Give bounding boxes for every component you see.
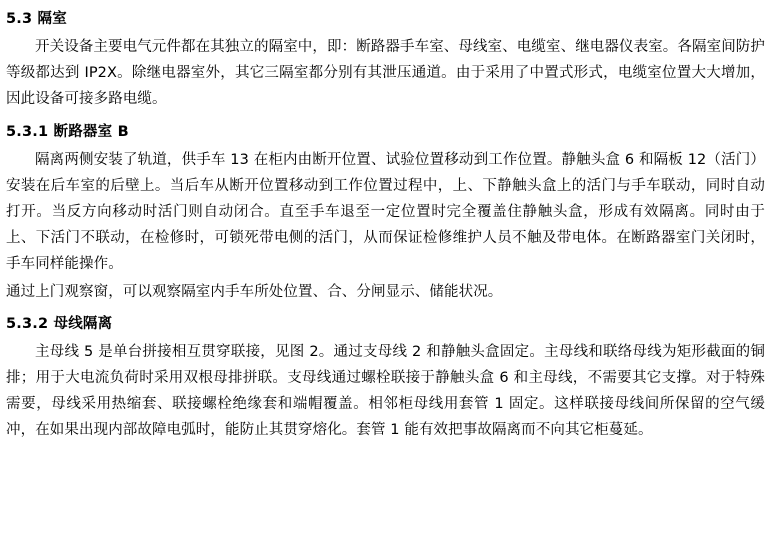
paragraph-5-3-2-body: 主母线 5 是单台拼接相互贯穿联接，见图 2。通过支母线 2 和静触头盒固定。主母线和联络母线为矩形截面的铜排；用于大电流负荷时采用双根母排拼联。支母线通过螺栓联接于静触头盒 6 和主母线，不需要其它支撑。对于特殊需要，母线采用热缩套、联接螺栓绝缘套和端帽覆盖。相邻柜母线用套管 1 固定。这样联接母线间所保留的空气缓冲，在如果出现内部故障电弧时，能防止其贯穿熔化。套管 1 能有效把事故隔离而不向其它柜蔓延。 (6, 343, 765, 439)
section-heading-5-3-1: 5.3.1 断路器室 B (6, 123, 129, 140)
section-heading-5-3: 5.3 隔室 (6, 11, 67, 27)
section-heading-5-3-2: 5.3.2 母线隔离 (6, 315, 113, 332)
paragraph-5-3-1-body: 隔离两侧安装了轨道，供手车 13 在柜内由断开位置、试验位置移动到工作位置。静触头盒 6 和隔板 12（活门）安装在后车室的后壁上。当后车从断开位置移动到工作位置过程中，上、下静触头盒上的活门与手车联动，同时自动打开。当反方向移动时活门则自动闭合。直至手车退至一定位置时完全覆盖住静触头盒，形成有效隔离。同时由于上、下活门不联动，在检修时，可锁死带电侧的活门，从而保证检修维护人员不触及带电体。在断路器室门关闭时，手车同样能操作。 (6, 151, 765, 273)
paragraph-5-3-1: 开关设备主要电气元件都在其独立的隔室中，即：断路器手车室、母线室、电缆室、继电器仪表室。各隔室间防护等级都达到 IP2X。除继电器室外，其它三隔室都分别有其泄压通道。由于采用了中置式形式，电缆室位置大大增加，因此设备可接多路电缆。 (6, 39, 765, 108)
paragraph-5-3-1-note: 通过上门观察窗，可以观察隔室内手车所处位置、合、分闸显示、储能状况。 (6, 283, 503, 300)
